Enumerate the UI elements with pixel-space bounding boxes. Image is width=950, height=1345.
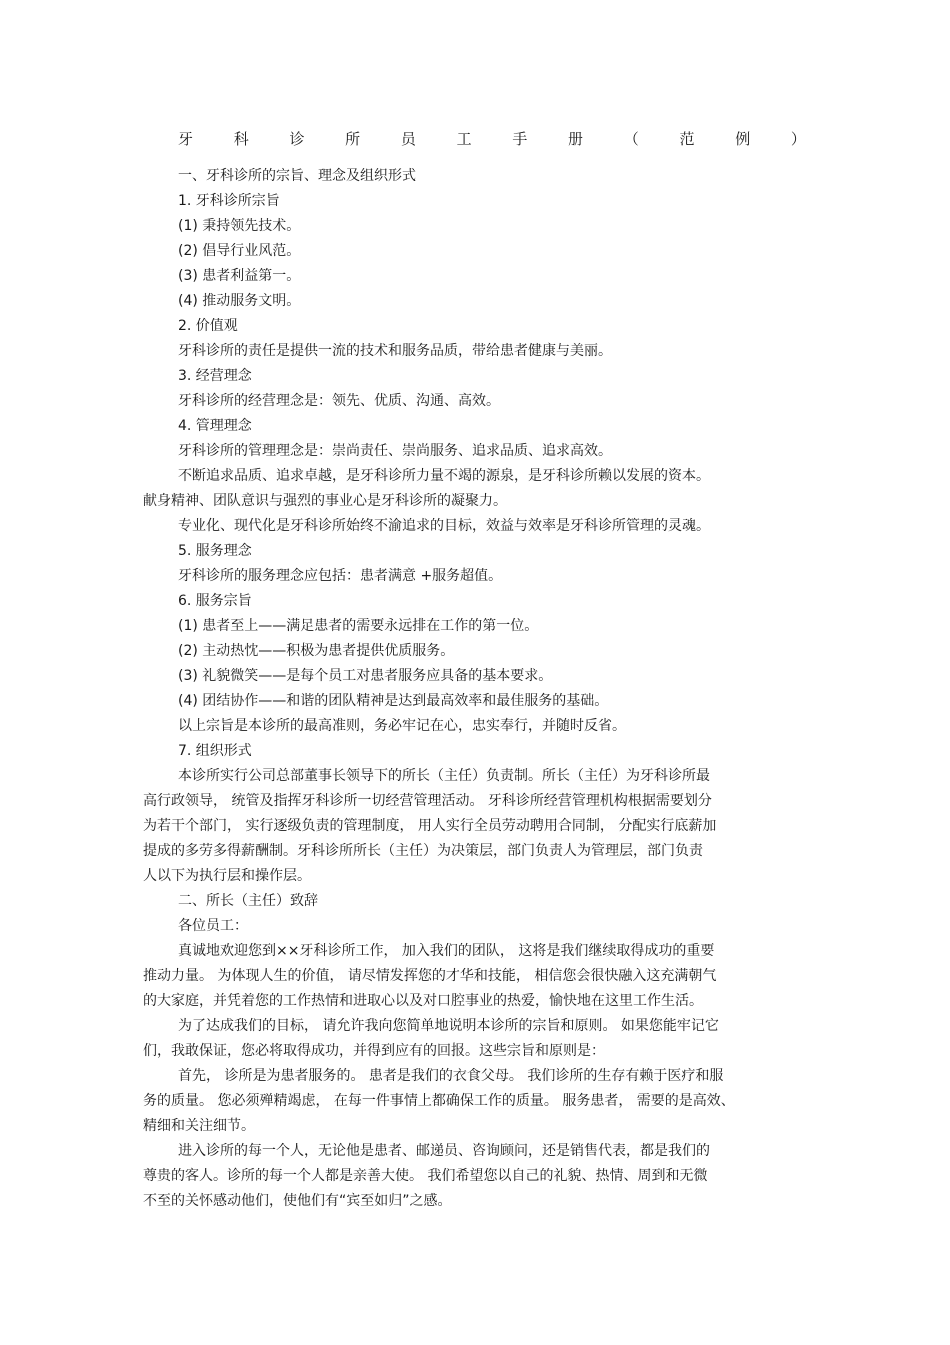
list-item: (1) 患者至上——满足患者的需要永远排在工作的第一位。 [178,618,539,634]
paragraph-line: 务的质量。 您必须殚精竭虑， 在每一件事情上都确保工作的质量。 服务患者， 需要的是高效、 [143,1093,735,1109]
title-char: 册 [568,130,584,148]
paragraph-line: 为若干个部门， 实行逐级负责的管理制度， 用人实行全员劳动聘用合同制， 分配实行底薪加 [143,818,717,834]
paragraph-line: 首先， 诊所是为患者服务的。 患者是我们的衣食父母。 我们诊所的生存有赖于医疗和服 [178,1068,724,1084]
title-char: 员 [400,130,416,148]
paragraph-line: 们，我敢保证，您必将取得成功，并得到应有的回报。这些宗旨和原则是： [143,1043,605,1059]
section-heading: 一、牙科诊所的宗旨、理念及组织形式 [178,168,416,184]
paragraph-line: 献身精神、团队意识与强烈的事业心是牙科诊所的凝聚力。 [143,493,507,509]
paragraph-line: 不至的关怀感动他们，使他们有“宾至如归”之感。 [143,1193,452,1209]
paragraph-line: 提成的多劳多得薪酬制。牙科诊所所长（主任）为决策层，部门负责人为管理层，部门负责 [143,843,703,859]
subsection-heading: 7. 组织形式 [178,743,252,759]
paragraph-line: 牙科诊所的责任是提供一流的技术和服务品质，带给患者健康与美丽。 [178,343,612,359]
title-char: 诊 [289,130,305,148]
subsection-heading: 1. 牙科诊所宗旨 [178,193,280,209]
document-title [178,128,806,150]
title-char: 范 [679,130,695,148]
paragraph-line: 精细和关注细节。 [143,1118,255,1134]
subsection-heading: 4. 管理理念 [178,418,252,434]
subsection-heading: 6. 服务宗旨 [178,593,252,609]
list-item: (3) 患者利益第一。 [178,268,301,284]
paragraph-line: 尊贵的客人。诊所的每一个人都是亲善大使。 我们希望您以自己的礼貌、热情、周到和无微 [143,1168,708,1184]
title-char: 例 [735,130,751,148]
list-item: (1) 秉持领先技术。 [178,218,301,234]
subsection-heading: 2. 价值观 [178,318,238,334]
paragraph-line: 本诊所实行公司总部董事长领导下的所长（主任）负责制。所长（主任）为牙科诊所最 [178,768,710,784]
paragraph-line: 牙科诊所的管理理念是：崇尚责任、崇尚服务、追求品质、追求高效。 [178,443,612,459]
list-item: (2) 主动热忱——积极为患者提供优质服务。 [178,643,455,659]
section-heading: 二、所长（主任）致辞 [178,893,318,909]
paragraph-line: 不断追求品质、追求卓越，是牙科诊所力量不竭的源泉，是牙科诊所赖以发展的资本。 [178,468,710,484]
paragraph-line: 的大家庭，并凭着您的工作热情和进取心以及对口腔事业的热爱，愉快地在这里工作生活。 [143,993,703,1009]
title-char: 工 [456,130,472,148]
paragraph-line: 以上宗旨是本诊所的最高准则，务必牢记在心，忠实奉行，并随时反省。 [178,718,626,734]
paragraph-line: 高行政领导， 统管及指挥牙科诊所一切经营管理活动。 牙科诊所经营管理机构根据需要划分 [143,793,712,809]
title-char: 所 [345,130,361,148]
list-item: (4) 团结协作——和谐的团队精神是达到最高效率和最佳服务的基础。 [178,693,609,709]
list-item: (3) 礼貌微笑——是每个员工对患者服务应具备的基本要求。 [178,668,553,684]
title-char: 牙 [178,130,194,148]
paragraph-line: 推动力量。 为体现人生的价值， 请尽情发挥您的才华和技能， 相信您会很快融入这充满朝气 [143,968,717,984]
paragraph-line: 专业化、现代化是牙科诊所始终不渝追求的目标，效益与效率是牙科诊所管理的灵魂。 [178,518,710,534]
title-char: ） [790,130,806,148]
title-char: （ [623,130,639,148]
paragraph-line: 牙科诊所的服务理念应包括：患者满意 +服务超值。 [178,568,503,584]
subsection-heading: 5. 服务理念 [178,543,252,559]
title-char: 科 [233,130,249,148]
paragraph-line: 人以下为执行层和操作层。 [143,868,311,884]
paragraph-line: 牙科诊所的经营理念是：领先、优质、沟通、高效。 [178,393,500,409]
paragraph-line: 进入诊所的每一个人，无论他是患者、邮递员、咨询顾问，还是销售代表，都是我们的 [178,1143,710,1159]
salutation: 各位员工： [178,918,248,934]
paragraph-line: 为了达成我们的目标， 请允许我向您简单地说明本诊所的宗旨和原则。 如果您能牢记它 [178,1018,719,1034]
subsection-heading: 3. 经营理念 [178,368,252,384]
paragraph-line: 真诚地欢迎您到××牙科诊所工作， 加入我们的团队， 这将是我们继续取得成功的重要 [178,943,715,959]
list-item: (2) 倡导行业风范。 [178,243,301,259]
title-char: 手 [512,130,528,148]
list-item: (4) 推动服务文明。 [178,293,301,309]
